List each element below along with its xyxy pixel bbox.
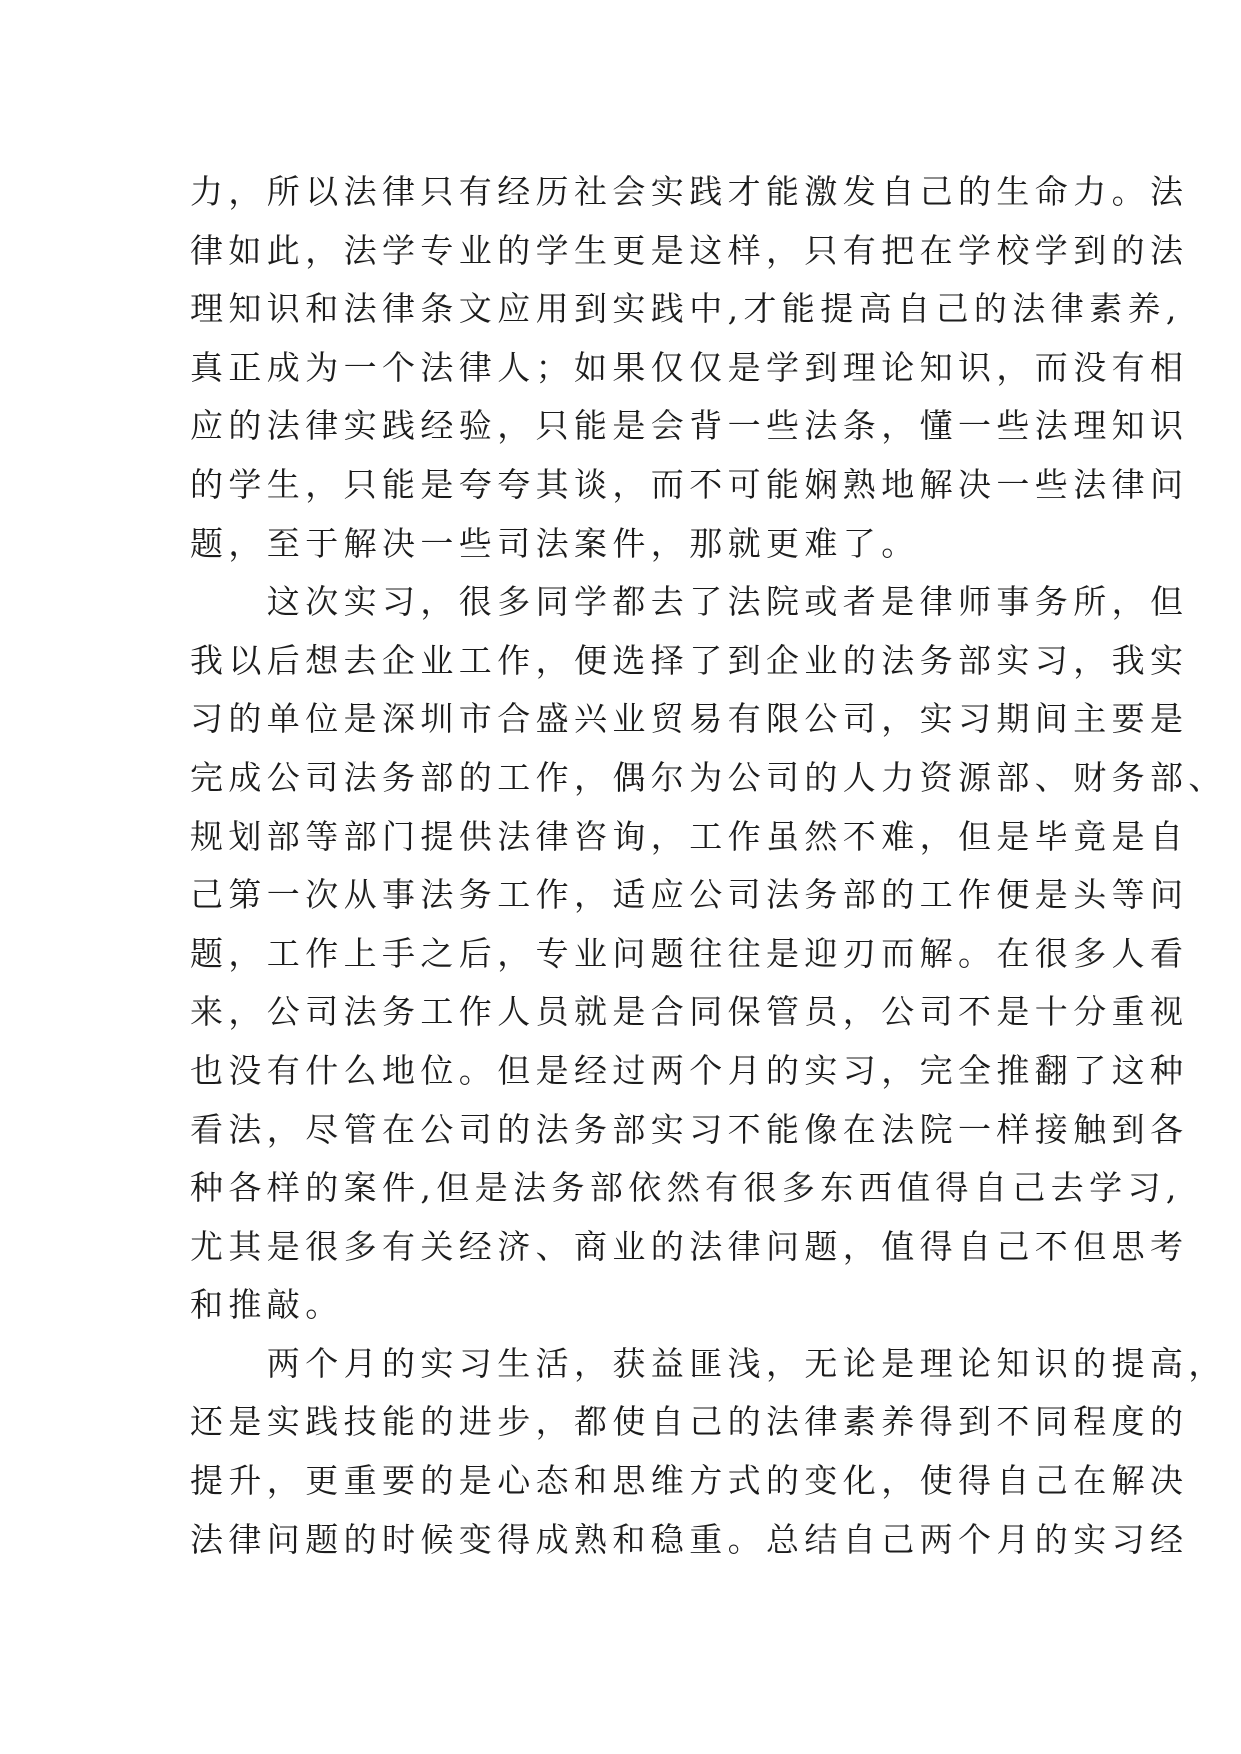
text-line: 法律问题的时候变得成熟和稳重。总结自己两个月的实习经 bbox=[190, 1519, 1189, 1559]
text-line: 尤其是很多有关经济、商业的法律问题，值得自己不但思考 bbox=[190, 1226, 1189, 1266]
text-line: 真正成为一个法律人；如果仅仅是学到理论知识，而没有相 bbox=[190, 347, 1189, 387]
text-line: 的学生，只能是夸夸其谈，而不可能娴熟地解决一些法律问 bbox=[190, 464, 1189, 504]
text-line: 来，公司法务工作人员就是合同保管员，公司不是十分重视 bbox=[190, 992, 1189, 1032]
text-line: 题，工作上手之后，专业问题往往是迎刃而解。在很多人看 bbox=[190, 933, 1189, 973]
text-line: 提升，更重要的是心态和思维方式的变化，使得自己在解决 bbox=[190, 1461, 1189, 1501]
text-line: 完成公司法务部的工作，偶尔为公司的人力资源部、财务部、 bbox=[190, 757, 1227, 797]
text-line: 和推敲。 bbox=[190, 1285, 344, 1325]
paragraph-start-line: 这次实习，很多同学都去了法院或者是律师事务所，但 bbox=[190, 582, 1189, 622]
text-line: 还是实践技能的进步，都使自己的法律素养得到不同程度的 bbox=[190, 1402, 1189, 1442]
text-line: 理知识和法律条文应用到实践中,才能提高自己的法律素养, bbox=[190, 289, 1182, 329]
text-line: 种各样的案件,但是法务部依然有很多东西值得自己去学习, bbox=[190, 1168, 1182, 1208]
text-line: 习的单位是深圳市合盛兴业贸易有限公司，实习期间主要是 bbox=[190, 699, 1189, 739]
text-line: 也没有什么地位。但是经过两个月的实习，完全推翻了这种 bbox=[190, 1050, 1189, 1090]
text-line: 看法，尽管在公司的法务部实习不能像在法院一样接触到各 bbox=[190, 1109, 1189, 1149]
text-line: 题，至于解决一些司法案件，那就更难了。 bbox=[190, 523, 920, 563]
text-line: 我以后想去企业工作，便选择了到企业的法务部实习，我实 bbox=[190, 640, 1189, 680]
body-text bbox=[190, 163, 1227, 1569]
text-line: 律如此，法学专业的学生更是这样，只有把在学校学到的法 bbox=[190, 230, 1189, 270]
text-line: 己第一次从事法务工作，适应公司法务部的工作便是头等问 bbox=[190, 875, 1189, 915]
text-line: 应的法律实践经验，只能是会背一些法条，懂一些法理知识 bbox=[190, 406, 1189, 446]
text-line: 规划部等部门提供法律咨询，工作虽然不难，但是毕竟是自 bbox=[190, 816, 1189, 856]
paragraph-start-line: 两个月的实习生活，获益匪浅，无论是理论知识的提高， bbox=[190, 1343, 1227, 1383]
text-line: 力，所以法律只有经历社会实践才能激发自己的生命力。法 bbox=[190, 172, 1189, 211]
